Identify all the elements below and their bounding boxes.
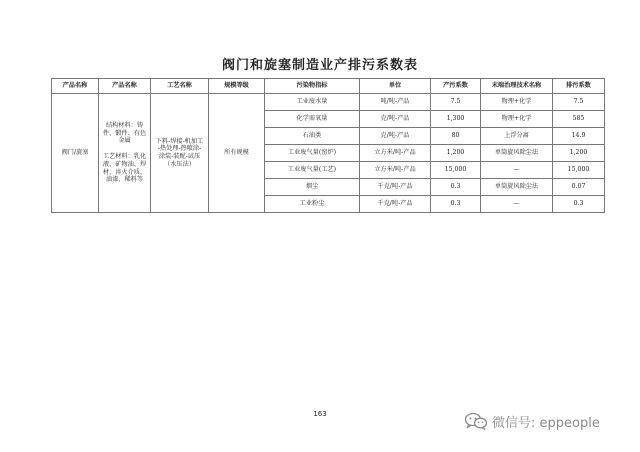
cell-discharge: 15,000 <box>553 162 605 179</box>
cell-discharge: 0.3 <box>553 196 605 213</box>
cell-unit: 吨/吨-产品 <box>360 94 431 111</box>
cell-pollutant: 工业废水量 <box>265 94 360 111</box>
cell-discharge: 1,200 <box>553 145 605 162</box>
cell-generation: 0.3 <box>431 196 481 213</box>
cell-unit: 千克/吨-产品 <box>360 196 431 213</box>
cell-discharge: 585 <box>553 111 605 128</box>
page-title: 阀门和旋塞制造业产排污系数表 <box>221 58 418 73</box>
cell-discharge: 14.9 <box>553 128 605 145</box>
cell-generation: 1,300 <box>431 111 481 128</box>
watermark-text: 微信号: eppeople <box>492 415 600 431</box>
header-product-name-materials: 产品名称 <box>99 79 151 94</box>
materials-process: 工艺材料：乳化 液、矿物油、焊 材、淬火介质、 油漆、稀料等 <box>102 153 147 184</box>
cell-technology: 物理+化学 <box>481 94 553 111</box>
cell-pollutant: 化学需氧量 <box>265 111 360 128</box>
cell-process: 下料-焊接-机加工 -热处理-热喷涂- 涂装-装配-试压 （水压法） <box>151 94 209 213</box>
header-process-name: 工艺名称 <box>151 79 209 94</box>
cell-pollutant: 工业粉尘 <box>265 196 360 213</box>
cell-unit: 立方米/吨-产品 <box>360 162 431 179</box>
cell-technology: — <box>481 196 553 213</box>
watermark <box>464 412 600 430</box>
cell-generation: 7.5 <box>431 94 481 111</box>
header-scale: 规模等级 <box>209 79 265 94</box>
cell-generation: 0.3 <box>431 179 481 196</box>
cell-generation: 80 <box>431 128 481 145</box>
cell-unit: 克/吨-产品 <box>360 128 431 145</box>
cell-pollutant: 工业废气量(窑炉) <box>265 145 360 162</box>
cell-technology: — <box>481 162 553 179</box>
cell-generation: 1,200 <box>431 145 481 162</box>
cell-pollutant: 工业废气量(工艺) <box>265 162 360 179</box>
cell-pollutant: 石油类 <box>265 128 360 145</box>
cell-unit: 克/吨-产品 <box>360 111 431 128</box>
wechat-icon <box>464 412 488 430</box>
cell-unit: 立方米/吨-产品 <box>360 145 431 162</box>
cell-technology: 物理+化学 <box>481 111 553 128</box>
table-header-row <box>52 79 605 94</box>
page-number: 163 <box>313 410 327 418</box>
cell-technology: 单筒旋风除尘法 <box>481 179 553 196</box>
header-unit: 单位 <box>360 79 431 94</box>
header-product-name: 产品名称 <box>52 79 99 94</box>
cell-discharge: 7.5 <box>553 94 605 111</box>
cell-generation: 15,000 <box>431 162 481 179</box>
cell-technology: 上浮分离 <box>481 128 553 145</box>
cell-scale: 所有规模 <box>209 94 265 213</box>
header-treatment-technology: 末端治理技术名称 <box>481 79 553 94</box>
cell-pollutant: 烟尘 <box>265 179 360 196</box>
cell-product-name: 阀门/旋塞 <box>52 94 99 213</box>
cell-discharge: 0.07 <box>553 179 605 196</box>
header-generation-coefficient: 产污系数 <box>431 79 481 94</box>
cell-technology: 单筒旋风除尘法 <box>481 145 553 162</box>
header-discharge-coefficient: 排污系数 <box>553 79 605 94</box>
header-pollutant: 污染物指标 <box>265 79 360 94</box>
table-row <box>52 94 605 111</box>
emission-coefficient-table <box>51 78 605 213</box>
materials-structural: 结构材料：铸 件、锻件、有色 金属 <box>102 121 147 145</box>
cell-unit: 千克/吨-产品 <box>360 179 431 196</box>
cell-materials <box>99 94 151 213</box>
